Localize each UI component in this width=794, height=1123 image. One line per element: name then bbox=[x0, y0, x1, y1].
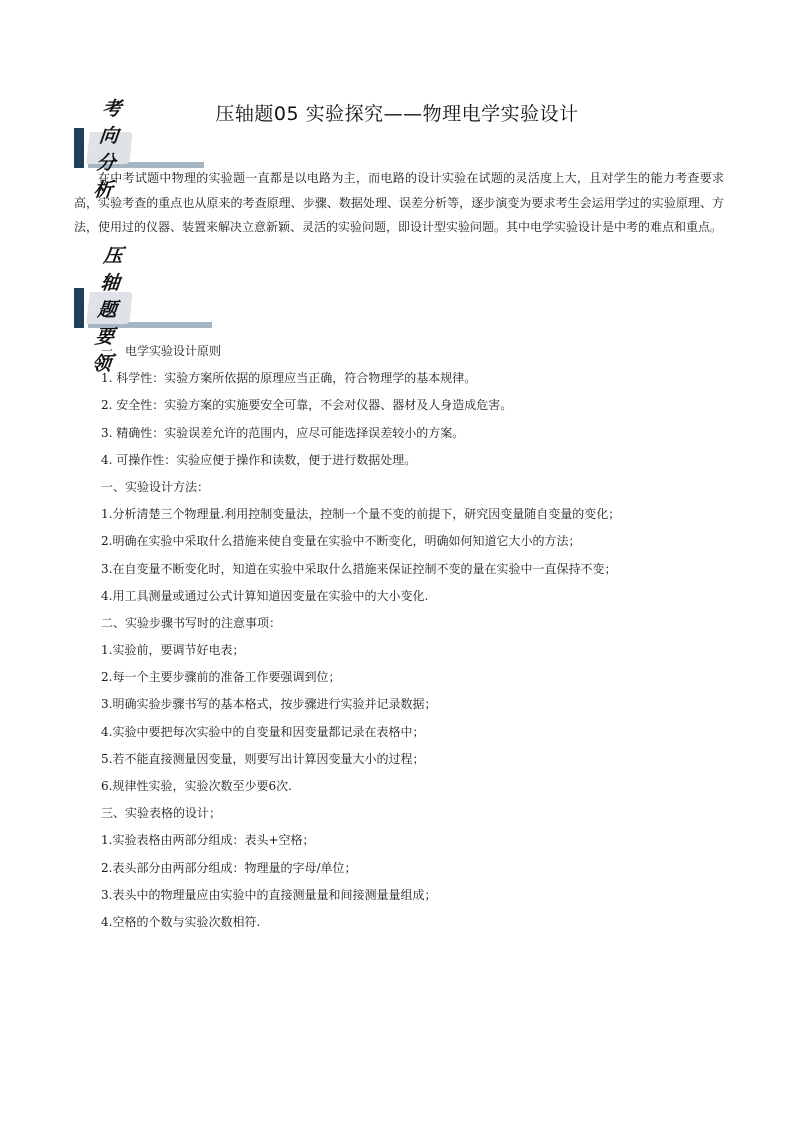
banner-accent-bar bbox=[74, 128, 84, 168]
list-item: 4.实验中要把每次实验中的自变量和因变量都记录在表格中； bbox=[101, 724, 425, 739]
list-item: 1.实验前，要调节好电表； bbox=[101, 643, 245, 658]
list-item: 3.明确实验步骤书写的基本格式，按步骤进行实验并记录数据； bbox=[101, 697, 437, 712]
list-item: 1. 科学性：实验方案所依据的原理应当正确，符合物理学的基本规律。 bbox=[101, 371, 477, 386]
list-item: 三、实验表格的设计； bbox=[101, 806, 222, 821]
list-item: 2. 安全性：实验方案的实施要安全可靠，不会对仪器、器材及人身造成危害。 bbox=[101, 398, 513, 413]
list-item: 2.每一个主要步骤前的准备工作要强调到位； bbox=[101, 670, 341, 685]
list-item: 1.实验表格由两部分组成：表头+空格； bbox=[101, 833, 315, 848]
list-item: 2.表头部分由两部分组成：物理量的字母/单位； bbox=[101, 860, 357, 875]
list-item: 6.规律性实验，实验次数至少要6次. bbox=[101, 779, 292, 793]
page-title: 压轴题05 实验探究——物理电学实验设计 bbox=[215, 103, 579, 125]
list-item: 4.空格的个数与实验次数相符. bbox=[101, 914, 261, 929]
list-item: 4. 可操作性：实验应便于操作和读数，便于进行数据处理。 bbox=[101, 452, 417, 467]
list-item: 4.用工具测量或通过公式计算知道因变量在实验中的大小变化. bbox=[101, 588, 429, 603]
list-item: 2.明确在实验中采取什么措施来使自变量在实验中不断变化，明确如何知道它大小的方法； bbox=[101, 534, 581, 549]
list-item: 3.表头中的物理量应由实验中的直接测量量和间接测量量组成； bbox=[101, 887, 437, 902]
banner-accent-bar bbox=[74, 288, 84, 328]
list-item: 一、电学实验设计原则 bbox=[101, 344, 222, 358]
section-heading-analysis: 考向分析 bbox=[86, 132, 132, 164]
essentials-list bbox=[101, 338, 741, 936]
section-heading-essentials: 压轴题要领 bbox=[86, 292, 132, 324]
list-item: 5.若不能直接测量因变量，则要写出计算因变量大小的过程； bbox=[101, 751, 425, 766]
list-item: 一、实验设计方法： bbox=[101, 479, 210, 494]
list-item: 1.分析清楚三个物理量.利用控制变量法，控制一个量不变的前提下，研究因变量随自变量的变化； bbox=[101, 507, 621, 522]
list-item: 3.在自变量不断变化时，知道在实验中采取什么措施来保证控制不变的量在实验中一直保持不变； bbox=[101, 561, 617, 576]
list-item: 3. 精确性：实验误差允许的范围内，应尽可能选择误差较小的方案。 bbox=[101, 425, 465, 440]
list-item: 二、实验步骤书写时的注意事项： bbox=[101, 615, 282, 630]
intro-paragraph: 在中考试题中物理的实验题一直都是以电路为主，而电路的设计实验在试题的灵活度上大，且对学生的能力考查要求高，实验考查的重点也从原来的考查原理、步骤、数据处理、误差分析等，逐步演变为要求考生会运用学过的实验原理、方法，使用过的仪器、装置来解决立意新颖、灵活的实验问题，即设计型实验问题。其中电学实验设计是中考的难点和重点。 bbox=[74, 171, 724, 234]
